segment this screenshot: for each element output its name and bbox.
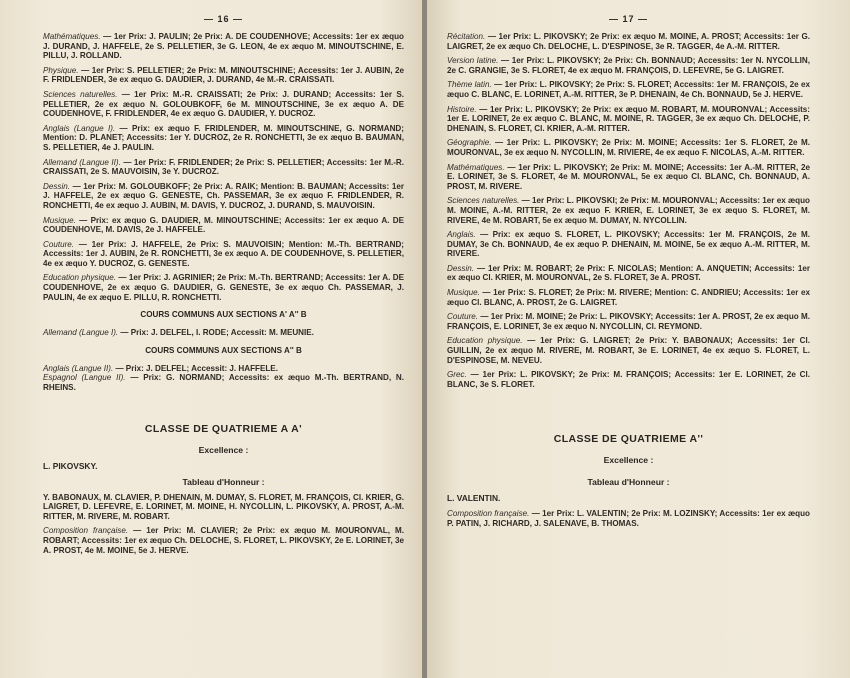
prize-text: — 1er Prix: L. PIKOVSKY; 2e Prix: M. FRANÇOIS; Accessits: 1er E. LORINET, 2e Cl. BLANC, 3e S. FLORET. <box>447 370 810 389</box>
prize-paragraph <box>447 288 810 307</box>
prize-text: — 1er Prix: L. PIKOVSKY; 2e Prix: M. MOINE; Accessits: 1er S. FLORET, 2e M. MOURONVAL, 3e ex æquo N. NYCOLLIN, M. RIVIERE, 4e ex æquo F. NICOLAS, A.-M. RITTER. <box>447 138 810 157</box>
prize-text: — 1er Prix: G. LAIGRET; 2e Prix: Y. BABONAUX; Accessits: 1er Cl. GUILLIN, 2e ex æquo M. RIVERE, M. ROBART, 3e E. LORINET, 4e ex æquo S. FLORET, L. D'ESPINOSE, M. NEVEU. <box>447 336 810 365</box>
prize-text: — 1er Prix: M. GOLOUBKOFF; 2e Prix: A. RAIK; Mention: B. BAUMAN; Accessits: 1er J. HAFFELE, 2e ex æquo G. GENESTE, Ch. PASSEMAR, 3e ex æquo F. FRIDLENDER, R. RONCHETTI, 4e ex æquo J. AUBIN, M. DAVIS, Y. DUCROZ, J. DURAND, S. MAUVOISIN. <box>43 181 404 210</box>
prize-paragraph <box>447 312 810 331</box>
prize-paragraph <box>43 526 404 555</box>
prize-paragraph <box>447 196 810 225</box>
subject-label: Couture. <box>43 239 75 249</box>
subject-label: Mathématiques. <box>43 32 101 41</box>
prize-paragraph <box>43 32 404 61</box>
prize-paragraph <box>447 138 810 157</box>
subject-label: Physique. <box>43 65 79 75</box>
prize-paragraph <box>447 80 810 99</box>
subject-label: Géographie. <box>447 138 492 148</box>
subject-label: Composition française. <box>43 526 129 536</box>
subject-label: Couture. <box>447 312 479 322</box>
prize-paragraph <box>447 32 810 51</box>
prize-text: — 1er Prix: S. FLORET; 2e Prix: M. RIVERE; Mention: C. ANDRIEU; Accessits: 1er ex æquo Cl. BLANC, A. PROST, 2e G. LAIGRET. <box>447 288 810 307</box>
prize-text: — Prix: ex æquo S. FLORET, L. PIKOVSKY; Accessits: 1er M. FRANÇOIS, 2e M. DUMAY, 3e Ch. BONNAUD, 4e ex æquo P. DHENAIN, M. MOINE, 5e ex æquo A.-M. RITTER, M. RIVERE. <box>447 230 810 259</box>
prize-text: — 1er Prix: J. AGRINIER; 2e Prix: M.-Th. BERTRAND; Accessits: 1er A. DE COUDENHOVE, 2e ex æquo G. DAUDIER, G. GENESTE, 3e ex æquo Ch. PASSEMAR, J. PAULIN, 4e ex æquo E. PILLU, R. RONCHETTI. <box>43 273 404 302</box>
prize-text: — 1er Prix: L. PIKOVSKY; 2e Prix: M. MOINE; Accessits: 1er A.-M. RITTER, 2e E. LORINET, 3e S. FLORET, 4e M. MOURONVAL, 5e ex æquo Cl. BLANC, Ch. BONNAUD, A. PROST, M. RIVERE. <box>447 162 810 191</box>
excellence-heading: Excellence : <box>198 444 249 455</box>
prize-paragraph <box>447 163 810 192</box>
prize-text: — 1er Prix: S. PELLETIER; 2e Prix: M. MINOUTSCHINE; Accessits: 1er J. AUBIN, 2e F. FRIDLENDER, 3e ex æquo G. DAUDIER, J. DURAND, 4e M.-R. CRAISSATI. <box>43 65 404 85</box>
subject-label: Version latine. <box>447 56 499 66</box>
subject-label: Education physique. <box>447 336 523 346</box>
class-heading: CLASSE DE QUATRIEME A A' <box>144 422 303 435</box>
prize-paragraph <box>43 90 404 119</box>
page-number: — 16 — <box>203 14 243 24</box>
prize-paragraph <box>447 105 810 134</box>
prize-paragraph <box>43 240 404 269</box>
prize-paragraph <box>43 66 404 85</box>
prize-paragraph <box>43 124 404 153</box>
subject-label: Allemand (Langue I). <box>43 328 119 338</box>
subject-label: Espagnol (Langue II). <box>43 373 126 383</box>
prize-text: — 1er Prix: J. PAULIN; 2e Prix: A. DE COUDENHOVE; Accessits: 1er ex æquo J. DURAND, J. HAFFELE, 2e S. PELLETIER, 3e G. LEON, 4e ex æquo M. MINOUTSCHINE, E. PILLU, J. ROLLAND. <box>43 32 404 61</box>
subject-label: Anglais (Langue I). <box>43 123 116 133</box>
prize-text: — 1er Prix: L. PIKOVSKY; 2e Prix: ex æquo M. MOINE, A. PROST; Accessits: 1er G. LAIGRET, 2e ex æquo Ch. DELOCHE, L. D'ESPINOSE, 3e R. TAGGER, 4e A.-M. RITTER. <box>447 32 810 51</box>
prize-text: — 1er Prix: M. ROBART; 2e Prix: F. NICOLAS; Mention: A. ANQUETIN; Accessits: 1er ex æquo Cl. KRIER, M. MOURONVAL, 2e S. FLORET, 3e A. PROST. <box>447 263 810 283</box>
subject-label: Allemand (Langue II). <box>43 157 121 167</box>
prize-text: — Prix: ex æquo G. DAUDIER, M. MINOUTSCHINE; Accessits: 1er ex æquo A. DE COUDENHOVE, M. DAVIS, 2e J. HAFFELE. <box>43 215 404 235</box>
page-number: — 17 — <box>608 14 648 24</box>
prize-paragraph <box>447 509 810 528</box>
prize-paragraph <box>447 230 810 259</box>
prize-paragraph <box>447 370 810 389</box>
honor-roll-heading: Tableau d'Honneur : <box>182 476 265 487</box>
prize-text: — 1er Prix: L. VALENTIN; 2e Prix: M. LOZINSKY; Accessits: 1er ex æquo P. PATIN, J. RICHARD, J. SALENAVE, B. THOMAS. <box>447 509 810 528</box>
prize-paragraph <box>43 364 404 374</box>
prize-text: — 1er Prix: L. PIKOVSKY; 2e Prix: ex æquo M. ROBART, M. MOURONVAL; Accessits: 1er E. LORINET, 2e ex æquo C. BLANC, M. MOINE, R. TAGGER, 3e ex æquo Ch. DELOCHE, P. DHENAIN, S. FLORET, Cl. KRIER, A.-M. RITTER. <box>447 104 810 133</box>
prize-paragraph <box>447 336 810 365</box>
subject-label: Anglais (Langue II). <box>43 363 114 373</box>
prize-text: — 1er Prix: M. MOINE; 2e Prix: L. PIKOVSKY; Accessits: 1er A. PROST, 2e ex æquo M. FRANÇOIS, E. LORINET, 3e ex æquo N. NYCOLLIN, Cl. REYMOND. <box>447 312 810 331</box>
prize-text: — 1er Prix: M. CLAVIER; 2e Prix: ex æquo M. MOURONVAL, M. ROBART; Accessits: 1er ex æquo Ch. DELOCHE, S. FLORET, L. PIKOVSKY, 2e E. LORINET, 3e A. PROST, 4e M. MOINE, 5e J. HERVE. <box>43 526 405 555</box>
prize-paragraph <box>43 273 404 302</box>
subject-label: Education physique. <box>43 273 117 283</box>
prize-text: — 1er Prix: J. HAFFELE, 2e Prix: S. MAUVOISIN; Mention: M.-Th. BERTRAND; Accessits: 1er J. AUBIN, 2e R. RONCHETTI, 3e ex æquo A. DE COUDENHOVE, S. PELLETIER, 4e ex æquo Y. DUCROZ, G. GENESTE. <box>43 239 404 268</box>
prize-text: — 1er Prix: F. FRIDLENDER; 2e Prix: S. PELLETIER; Accessits: 1er M.-R. CRAISSATI, 2e S. MAUVOISIN, 3e Y. DUCROZ. <box>43 157 405 177</box>
left-page <box>0 0 422 678</box>
subject-label: Dessin. <box>447 263 474 273</box>
prize-text: — 1er Prix: M.-R. CRAISSATI; 2e Prix: J. DURAND; Accessits: 1er S. PELLETIER, 2e ex æquo N. GOLOUBKOFF, 6e M. MINOUTSCHINE, 3e ex æquo A. DE COUDENHOVE, F. FRIDLENDER, 4e ex æquo G. DAUDIER, Y. DUCROZ. <box>43 89 404 119</box>
honor-roll-heading: Tableau d'Honneur : <box>587 477 670 488</box>
subject-label: Histoire. <box>447 104 477 114</box>
section-heading: COURS COMMUNS AUX SECTIONS A'' B <box>145 345 302 355</box>
prize-text: — Prix: J. DELFEL, I. RODE; Accessit: M. MEUNIE. <box>118 328 314 338</box>
honor-roll-text: Y. BABONAUX, M. CLAVIER, P. DHENAIN, M. DUMAY, S. FLORET, M. FRANÇOIS, Cl. KRIER, G. LAIGRET, D. LEFEVRE, E. LORINET, M. MOINE, H. NYCOLLIN, L. PIKOVSKY, A. PROST, A.-M. RITTER, M. RIVERE, M. ROBART. <box>43 492 404 521</box>
prize-text: — Prix: ex æquo F. FRIDLENDER, M. MINOUTSCHINE, G. NORMAND; Mention: D. PLANET; Accessits: 1er Y. DUCROZ, 2e R. RONCHETTI, 3e ex æquo B. BAUMAN, S. PELLETIER, 4e J. PAULIN. <box>43 123 404 152</box>
prize-paragraph <box>447 264 810 283</box>
prize-text: — 1er Prix: L. PIKOVSKY; 2e Prix: S. FLORET; Accessits: 1er M. FRANÇOIS, 2e ex æquo C. BLANC, E. LORINET, A.-M. RITTER, 3e P. DHENAIN, 4e Ch. BONNAUD, 5e J. HERVE. <box>447 80 810 99</box>
subject-label: Récitation. <box>447 32 486 41</box>
prize-paragraph <box>447 56 810 75</box>
honor-roll-name: L. VALENTIN. <box>447 493 501 504</box>
prize-text: — 1er Prix: L. PIKOVSKY; 2e Prix: Ch. BONNAUD; Accessits: 1er N. NYCOLLIN, 2e C. GRANGIE, 3e S. FLORET, 4e ex æquo M. FRANÇOIS, D. LEFEVRE, 5e G. LAIGRET. <box>447 56 810 75</box>
class-heading: CLASSE DE QUATRIEME A'' <box>553 433 704 446</box>
subject-label: Mathématiques. <box>447 162 505 172</box>
prize-text: — 1er Prix: L. PIKOVSKI; 2e Prix: M. MOURONVAL; Accessits: 1er ex æquo M. MOINE, A.-M. RITTER, 2e ex æquo F. KRIER, E. LORINET, 3e ex æquo S. FLORET, M. RIVERE, 4e M. ROBART, 5e ex æquo M. DUMAY, N. NYCOLLIN. <box>447 196 810 225</box>
prize-paragraph <box>43 158 404 177</box>
subject-label: Sciences naturelles. <box>43 89 118 99</box>
prize-text: — Prix: J. DELFEL; Accessit: J. HAFFELE. <box>113 363 278 373</box>
prize-paragraph <box>43 328 404 338</box>
subject-label: Grec. <box>447 370 467 380</box>
prize-paragraph <box>43 182 404 211</box>
subject-label: Musique. <box>447 288 480 298</box>
right-page <box>427 0 850 678</box>
prize-paragraph <box>43 216 404 235</box>
prize-text: — Prix: G. NORMAND; Accessits: ex æquo M.-Th. BERTRAND, N. RHEINS. <box>43 373 404 393</box>
subject-label: Composition française. <box>447 509 530 519</box>
subject-label: Sciences naturelles. <box>447 196 520 206</box>
prize-paragraph <box>43 373 404 392</box>
subject-label: Anglais. <box>447 230 476 240</box>
section-heading: COURS COMMUNS AUX SECTIONS A' A'' B <box>140 310 307 320</box>
subject-label: Dessin. <box>43 181 70 191</box>
subject-label: Thème latin. <box>447 80 492 90</box>
subject-label: Musique. <box>43 215 76 225</box>
excellence-heading: Excellence : <box>603 455 654 466</box>
excellence-name: L. PIKOVSKY. <box>43 460 98 471</box>
